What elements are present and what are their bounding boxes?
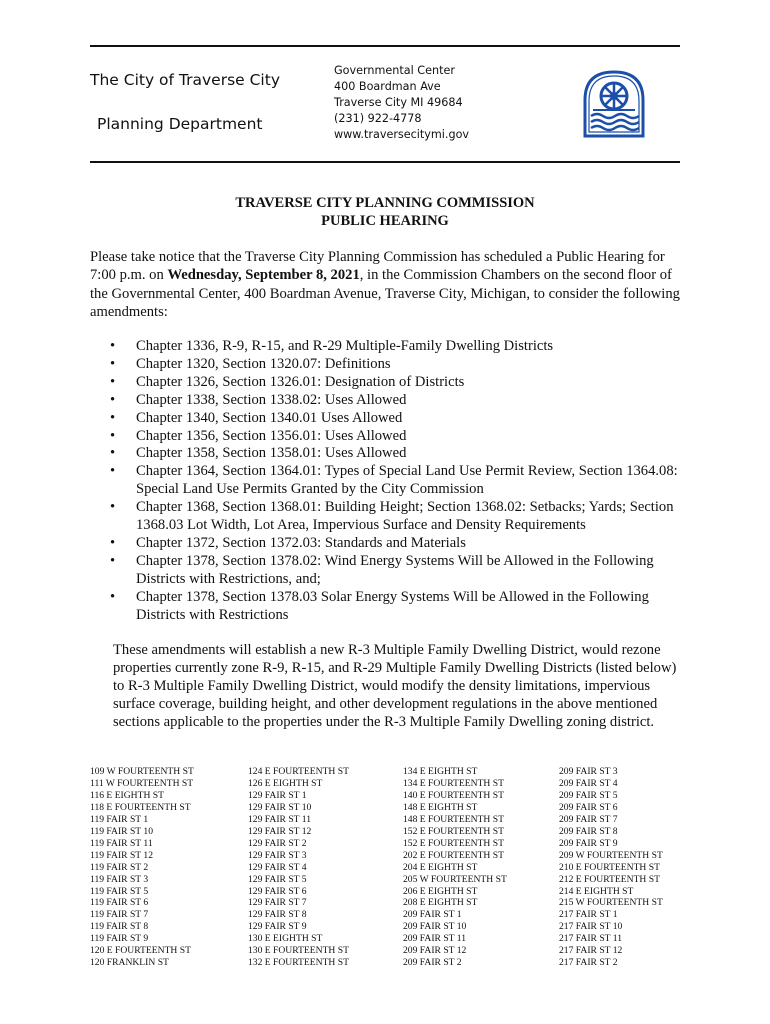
property-address: 119 FAIR ST 8 (90, 921, 149, 933)
city-name: The City of Traverse City (90, 71, 280, 89)
property-address: 209 W FOURTEENTH ST (559, 849, 663, 861)
address-column-2 (248, 766, 349, 969)
property-address: 124 E FOURTEENTH ST (248, 766, 349, 777)
amendment-item: • Chapter 1326, Section 1326.01: Designation of Districts (110, 373, 465, 390)
address-line: Traverse City MI 49684 (334, 96, 463, 109)
property-address: 209 FAIR ST 11 (403, 933, 466, 945)
amendment-item: • Chapter 1336, R-9, R-15, and R-29 Multiple-Family Dwelling Districts (110, 338, 554, 354)
amendments-list (110, 338, 685, 625)
property-address: 209 FAIR ST 1 (403, 909, 462, 921)
department-name: Planning Department (97, 115, 263, 133)
hearing-date: Wednesday, September 8, 2021 (167, 267, 360, 284)
property-address: 204 E EIGHTH ST (403, 861, 478, 873)
property-address: 210 E FOURTEENTH ST (559, 861, 660, 873)
amendment-item: • Chapter 1340, Section 1340.01 Uses Allowed (110, 409, 403, 426)
property-address: 129 FAIR ST 8 (248, 909, 307, 921)
property-address: 119 FAIR ST 3 (90, 873, 149, 885)
amendment-item: • Chapter 1368, Section 1368.01: Building Height; Section 1368.02: Setbacks; Yards; Section 1368.03 Lot Width, Lot Area, Impervious Surface and Density Requirements (110, 499, 674, 534)
address-column-3 (403, 766, 507, 969)
property-address: 148 E FOURTEENTH ST (403, 813, 504, 825)
property-address: 109 W FOURTEENTH ST (90, 766, 194, 777)
property-address: 129 FAIR ST 11 (248, 813, 311, 825)
property-address: 209 FAIR ST 6 (559, 801, 618, 813)
property-address: 126 E EIGHTH ST (248, 777, 323, 789)
property-address: 129 FAIR ST 3 (248, 849, 307, 861)
property-address: 120 E FOURTEENTH ST (90, 945, 191, 957)
property-address: 206 E EIGHTH ST (403, 885, 478, 897)
property-address: 130 E EIGHTH ST (248, 933, 323, 945)
phone-number: (231) 922-4778 (334, 112, 422, 125)
property-address: 209 FAIR ST 4 (559, 777, 618, 789)
amendment-summary: These amendments will establish a new R-3 Multiple Family Dwelling District, would rezone properties currently zone R-9, R-15, and R-29 Multiple Family Dwelling Districts (listed below) to R-3 Multiple Family Dwelling District, would modify the density limitations, impervious surface coverage, building height, and other development regulations in the above mentioned sections applicable to the properties under the R-3 Multiple Family Dwelling zoning district. (113, 642, 677, 731)
property-address: 209 FAIR ST 5 (559, 789, 618, 801)
property-address: 129 FAIR ST 7 (248, 897, 307, 909)
city-seal-icon (583, 70, 645, 138)
property-address: 214 E EIGHTH ST (559, 885, 634, 897)
property-address: 217 FAIR ST 2 (559, 957, 618, 969)
property-address: 217 FAIR ST 12 (559, 945, 623, 957)
property-address: 129 FAIR ST 9 (248, 921, 307, 933)
property-address: 119 FAIR ST 7 (90, 909, 149, 921)
property-address: 215 W FOURTEENTH ST (559, 897, 663, 909)
property-address: 152 E FOURTEENTH ST (403, 825, 504, 837)
intro-text-continued: , in the Commission Chambers on the second floor of the Governmental Center, 400 Boardman Avenue, Traverse City, Michigan, to consider the following amendments: (90, 267, 680, 320)
amendment-item: • Chapter 1356, Section 1356.01: Uses Allowed (110, 427, 407, 444)
amendment-item: • Chapter 1320, Section 1320.07: Definitions (110, 355, 391, 372)
property-address: 116 E EIGHTH ST (90, 789, 164, 801)
property-address: 209 FAIR ST 2 (403, 957, 462, 969)
amendment-item: • Chapter 1378, Section 1378.02: Wind Energy Systems Will be Allowed in the Following Districts with Restrictions, and; (110, 552, 654, 587)
property-address: 209 FAIR ST 3 (559, 766, 618, 777)
property-address: 148 E EIGHTH ST (403, 801, 478, 813)
notice-title: TRAVERSE CITY PLANNING COMMISSION (235, 195, 535, 211)
property-address: 209 FAIR ST 8 (559, 825, 618, 837)
property-address: 129 FAIR ST 10 (248, 801, 312, 813)
property-address: 209 FAIR ST 12 (403, 945, 467, 957)
property-address: 209 FAIR ST 10 (403, 921, 467, 933)
property-address: 217 FAIR ST 1 (559, 909, 618, 921)
amendment-item: • Chapter 1378, Section 1378.03 Solar Energy Systems Will be Allowed in the Following Districts with Restrictions (110, 588, 649, 623)
property-address: 152 E FOURTEENTH ST (403, 837, 504, 849)
address-line: Governmental Center (334, 64, 455, 77)
property-address: 129 FAIR ST 2 (248, 837, 307, 849)
address-column-1 (90, 766, 194, 969)
property-address: 205 W FOURTEENTH ST (403, 873, 507, 885)
property-address: 209 FAIR ST 7 (559, 813, 618, 825)
property-address: 129 FAIR ST 1 (248, 789, 307, 801)
property-address: 217 FAIR ST 11 (559, 933, 622, 945)
property-address: 140 E FOURTEENTH ST (403, 789, 504, 801)
property-address: 129 FAIR ST 6 (248, 885, 307, 897)
amendment-item: • Chapter 1358, Section 1358.01: Uses Allowed (110, 445, 407, 462)
property-address: 119 FAIR ST 10 (90, 825, 153, 837)
property-address: 208 E EIGHTH ST (403, 897, 478, 909)
property-address: 119 FAIR ST 11 (90, 837, 153, 849)
property-address: 129 FAIR ST 4 (248, 861, 307, 873)
property-address: 134 E FOURTEENTH ST (403, 777, 504, 789)
intro-text: Please take notice that the Traverse City Planning Commission has scheduled a Public Hearing for 7:00 p.m. on (90, 249, 665, 284)
amendment-item: • Chapter 1372, Section 1372.03: Standards and Materials (110, 534, 466, 551)
header-bottom-rule (90, 161, 680, 163)
property-address: 120 FRANKLIN ST (90, 957, 169, 969)
website-link: www.traversecitymi.gov (334, 128, 470, 141)
contact-address (334, 63, 469, 143)
amendment-item: • Chapter 1338, Section 1338.02: Uses Allowed (110, 391, 407, 408)
property-address: 202 E FOURTEENTH ST (403, 849, 504, 861)
property-address: 118 E FOURTEENTH ST (90, 801, 191, 813)
property-address: 119 FAIR ST 2 (90, 861, 149, 873)
header-top-rule (90, 45, 680, 47)
property-address: 134 E EIGHTH ST (403, 766, 478, 777)
property-address: 132 E FOURTEENTH ST (248, 957, 349, 969)
property-address: 129 FAIR ST 5 (248, 873, 307, 885)
property-address: 119 FAIR ST 6 (90, 897, 149, 909)
property-address: 119 FAIR ST 1 (90, 813, 149, 825)
property-address: 129 FAIR ST 12 (248, 825, 312, 837)
property-address: 212 E FOURTEENTH ST (559, 873, 660, 885)
amendment-item: • Chapter 1364, Section 1364.01: Types of Special Land Use Permit Review, Section 1364.08: Special Land Use Permits Granted by the City Commission (110, 463, 678, 498)
notice-subtitle: PUBLIC HEARING (321, 213, 449, 229)
property-address: 130 E FOURTEENTH ST (248, 945, 349, 957)
hearing-intro (90, 248, 680, 321)
property-address: 209 FAIR ST 9 (559, 837, 618, 849)
property-address: 119 FAIR ST 12 (90, 849, 153, 861)
address-line: 400 Boardman Ave (334, 80, 441, 93)
property-address: 119 FAIR ST 5 (90, 885, 149, 897)
property-address: 217 FAIR ST 10 (559, 921, 623, 933)
property-address: 111 W FOURTEENTH ST (90, 777, 194, 789)
address-column-4 (559, 766, 663, 969)
property-address: 119 FAIR ST 9 (90, 933, 149, 945)
